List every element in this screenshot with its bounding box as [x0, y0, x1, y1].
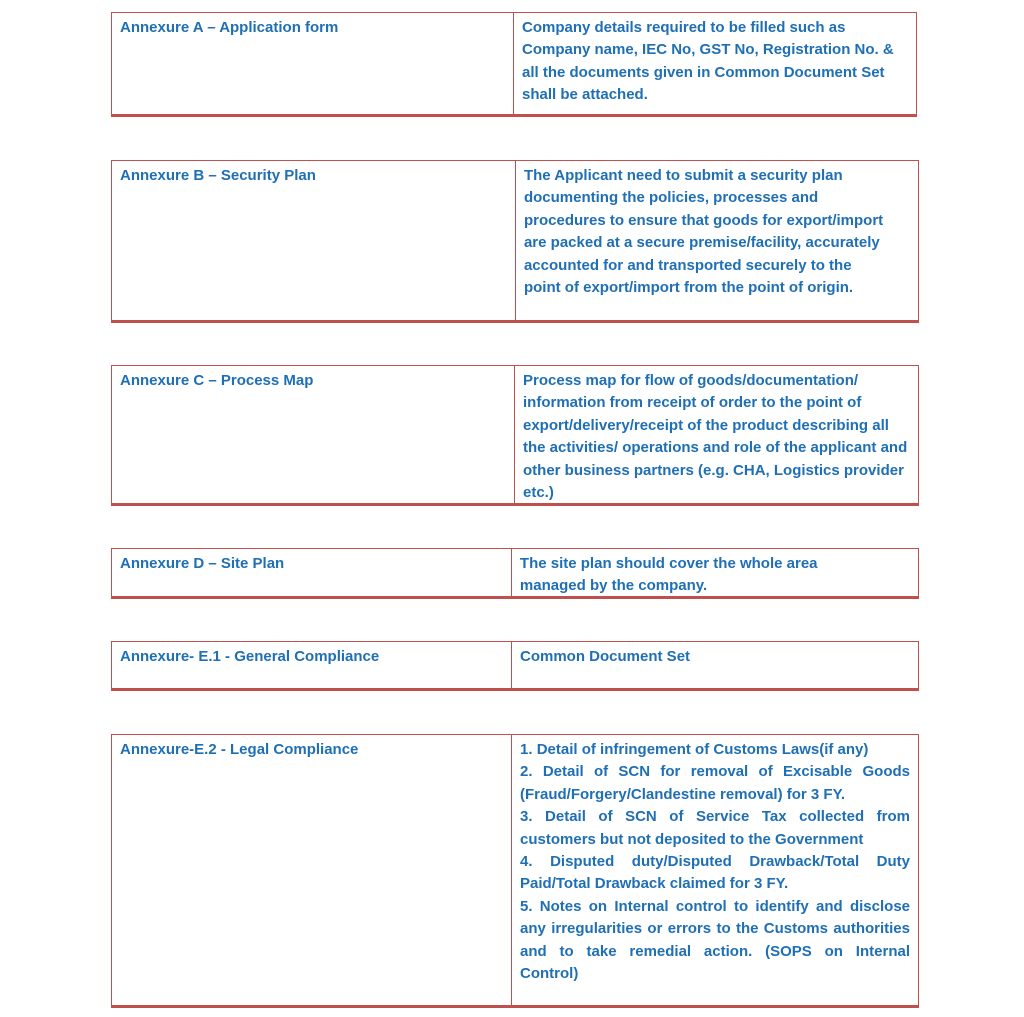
annexure-c-title: Annexure C – Process Map	[112, 366, 515, 503]
annexure-d-title: Annexure D – Site Plan	[112, 549, 512, 596]
annexure-e1-description: Common Document Set	[520, 648, 691, 665]
legal-compliance-item: 5. Notes on Internal control to identify and disclose any irregularities or errors to the Customs authorities and to take remedial action. (SOPS on Internal Control)	[520, 897, 910, 983]
legal-compliance-item: 4. Disputed duty/Disputed Drawback/Total Duty Paid/Total Drawback claimed for 3 FY.	[520, 853, 910, 893]
annexure-c-description: Process map for flow of goods/documentation/ information from receipt of order to the point of export/delivery/receipt of the product describing all the activities/ operations and role of the applicant and other business partners (e.g. CHA, Logistics provider etc.)	[523, 372, 908, 502]
annexure-a-table	[111, 12, 917, 117]
annexure-d-table	[111, 548, 919, 599]
annexure-e2-table	[111, 734, 919, 1008]
annexure-a-title: Annexure A – Application form	[112, 13, 514, 114]
annexure-b-description: The Applicant need to submit a security plan documenting the policies, processes and procedures to ensure that goods for export/import are packed at a secure premise/facility, accurately accounted for and transported securely to the point of export/import from the point of origin.	[523, 167, 884, 297]
legal-compliance-item: 1. Detail of infringement of Customs Laws(if any)	[520, 741, 869, 758]
annexure-e1-table	[111, 641, 919, 691]
legal-compliance-item: 3. Detail of SCN of Service Tax collected from customers but not deposited to the Government	[520, 808, 910, 848]
annexure-b-title: Annexure B – Security Plan	[112, 161, 516, 320]
legal-compliance-item: 2. Detail of SCN for removal of Excisable Goods (Fraud/Forgery/Clandestine removal) for 3 FY.	[520, 763, 910, 803]
annexure-c-table	[111, 365, 919, 506]
annexure-b-table	[111, 160, 919, 323]
annexure-d-description: The site plan should cover the whole area managed by the company.	[519, 555, 818, 595]
annexure-a-description: Company details required to be filled such as Company name, IEC No, GST No, Registration No. & all the documents given in Common Document Set shall be attached.	[522, 19, 894, 104]
annexure-e2-title: Annexure-E.2 - Legal Compliance	[112, 735, 512, 1005]
annexure-e1-title: Annexure- E.1 - General Compliance	[112, 642, 512, 688]
annexure-e2-items	[512, 735, 918, 1005]
